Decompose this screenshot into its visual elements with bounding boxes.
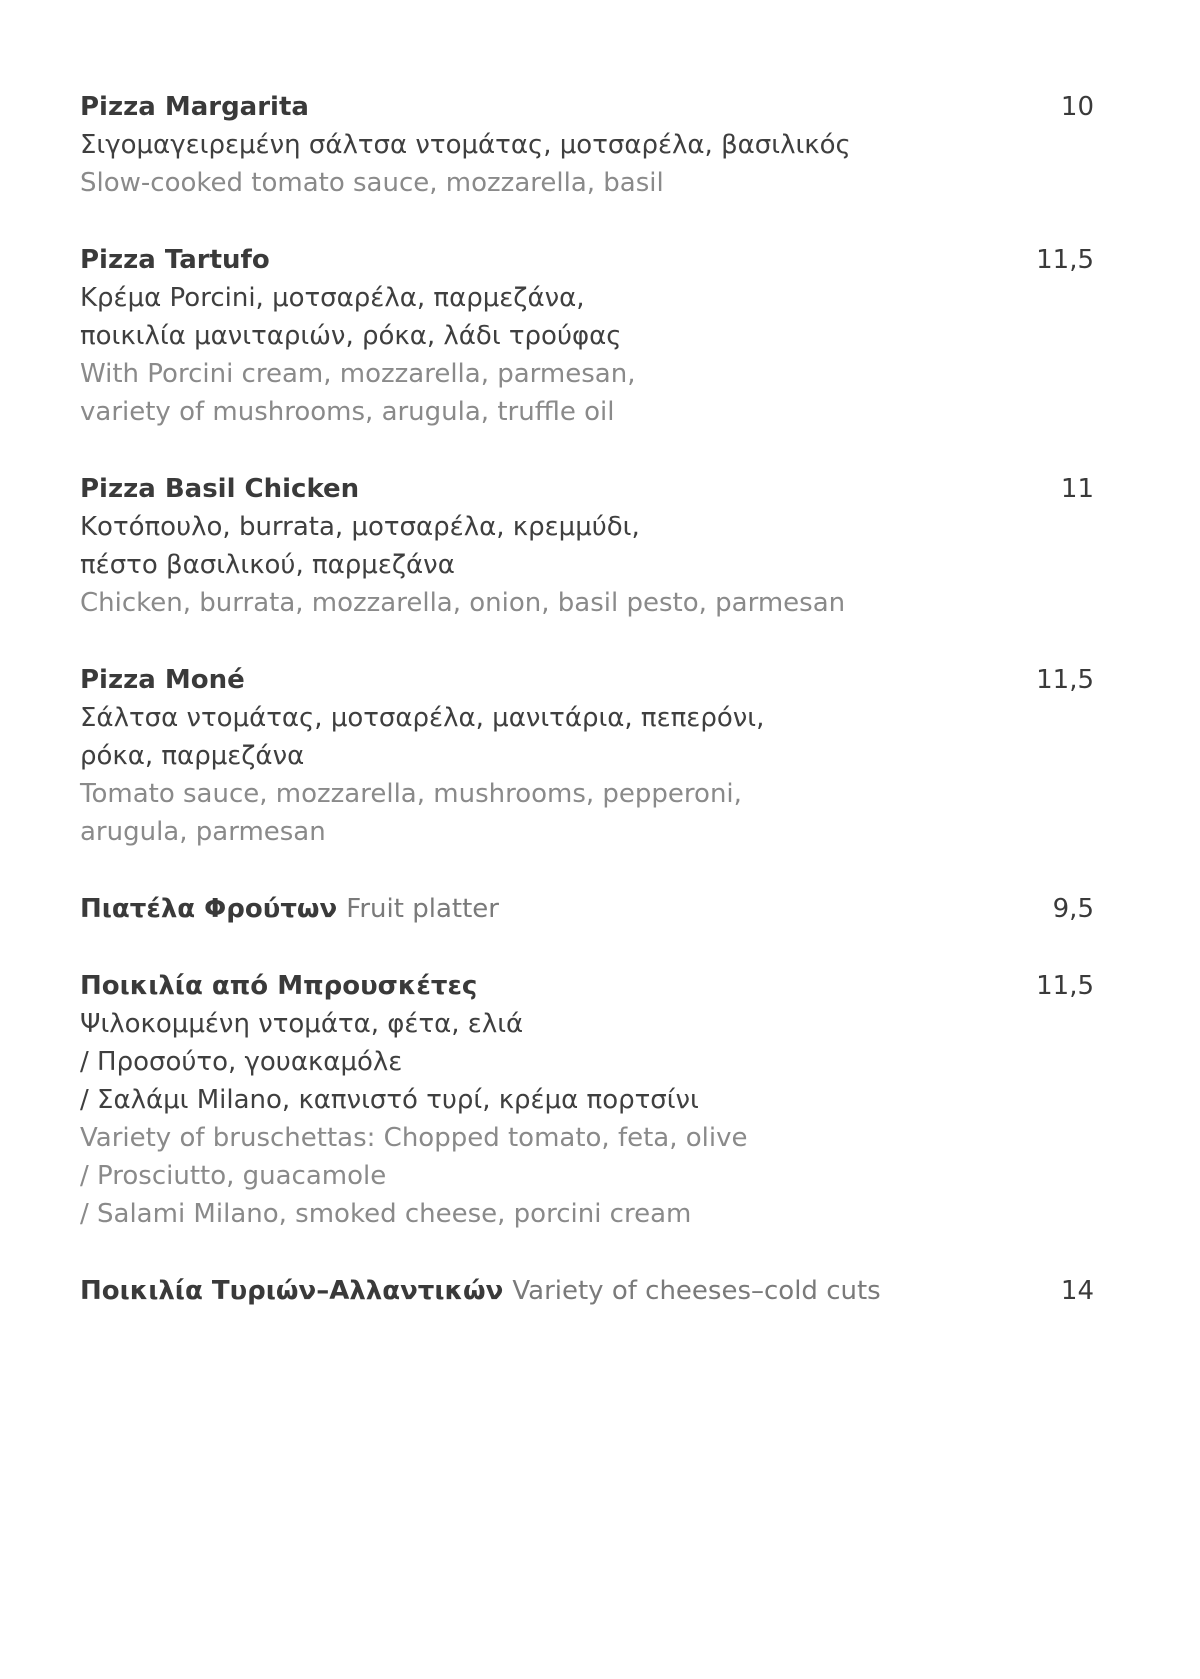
item-price: 11,5 [1036,665,1094,695]
menu-item-pizza-mone [80,661,1100,851]
item-description-en: Tomato sauce, mozzarella, mushrooms, pepperoni, [80,779,742,809]
item-description-en: / Prosciutto, guacamole [80,1161,387,1191]
item-description-gr: / Σαλάμι Milano, καπνιστό τυρί, κρέμα πορτσίνι [80,1085,699,1115]
item-description-en: arugula, parmesan [80,817,326,847]
item-description-gr: πέστο βασιλικού, παρμεζάνα [80,550,455,580]
menu-item-cheese-cold-cuts [80,1272,1100,1310]
item-price: 11,5 [1036,971,1094,1001]
item-description-en: Chicken, burrata, mozzarella, onion, basil pesto, parmesan [80,588,846,618]
item-name: Pizza Basil Chicken [80,474,360,504]
menu-item-pizza-margarita [80,88,1100,202]
item-price: 11,5 [1036,245,1094,275]
item-name-line [80,890,499,928]
item-name-en: Variety of cheeses–cold cuts [512,1276,881,1306]
item-price: 11 [1060,474,1094,504]
item-description-gr: ποικιλία μανιταριών, ρόκα, λάδι τρούφας [80,321,622,351]
item-description-en: With Porcini cream, mozzarella, parmesan, [80,359,636,389]
item-description-gr: Σάλτσα ντομάτας, μοτσαρέλα, μανιτάρια, πεπερόνι, [80,703,765,733]
item-name: Pizza Moné [80,665,245,695]
item-name: Ποικιλία Τυριών–Αλλαντικών [80,1276,504,1306]
item-price: 14 [1060,1276,1094,1306]
menu-item-pizza-basil-chicken [80,470,1100,622]
item-description-en: variety of mushrooms, arugula, truffle oil [80,397,615,427]
item-name-line [80,1272,881,1310]
item-name: Pizza Margarita [80,92,309,122]
item-price: 10 [1060,92,1094,122]
item-description-en: Variety of bruschettas: Chopped tomato, feta, olive [80,1123,748,1153]
menu-item-pizza-tartufo [80,241,1100,431]
item-description-en: Slow-cooked tomato sauce, mozzarella, basil [80,168,664,198]
menu-item-bruschetta-variety [80,967,1100,1233]
item-price: 9,5 [1052,894,1094,924]
item-name: Ποικιλία από Μπρουσκέτες [80,971,478,1001]
item-name: Pizza Tartufo [80,245,270,275]
item-description-gr: Κρέμα Porcini, μοτσαρέλα, παρμεζάνα, [80,283,585,313]
item-name-en: Fruit platter [346,894,499,924]
menu-item-fruit-platter [80,890,1100,928]
menu-list [80,88,1100,1349]
item-description-en: / Salami Milano, smoked cheese, porcini cream [80,1199,692,1229]
item-name: Πιατέλα Φρούτων [80,894,338,924]
item-description-gr: Ψιλοκομμένη ντομάτα, φέτα, ελιά [80,1009,524,1039]
item-description-gr: Σιγομαγειρεμένη σάλτσα ντομάτας, μοτσαρέλα, βασιλικός [80,130,851,160]
item-description-gr: ρόκα, παρμεζάνα [80,741,305,771]
item-description-gr: / Προσούτο, γουακαμόλε [80,1047,403,1077]
item-description-gr: Κοτόπουλο, burrata, μοτσαρέλα, κρεμμύδι, [80,512,640,542]
